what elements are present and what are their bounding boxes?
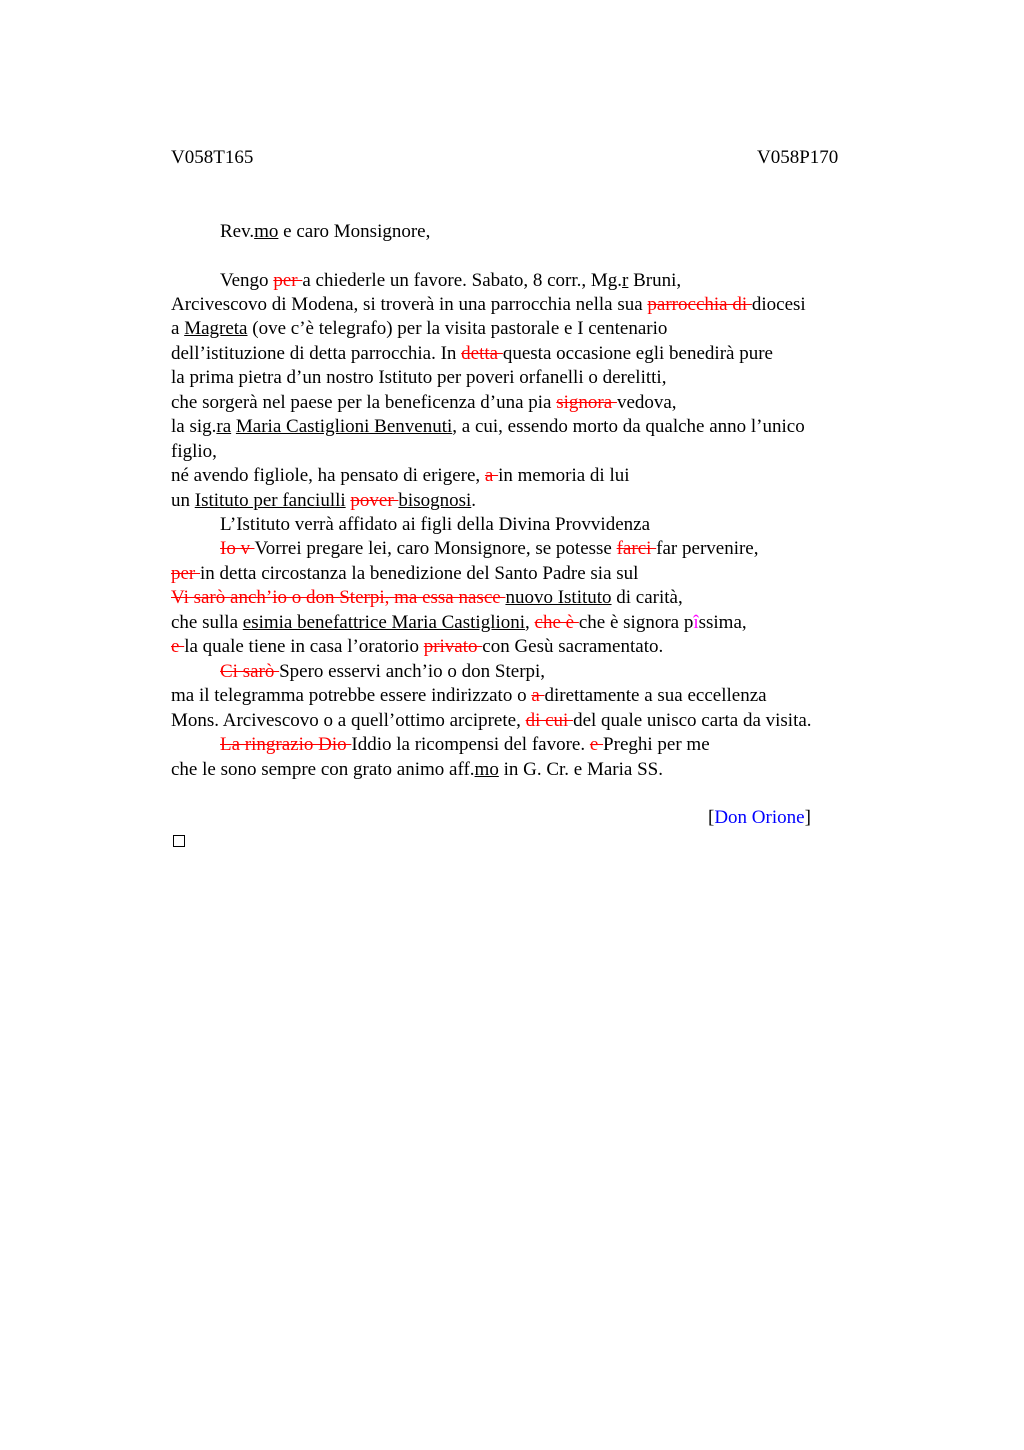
deleted-text: pover: [350, 490, 399, 511]
letter-line: la prima pietra d’un nostro Istituto per poveri orfanelli o derelitti,: [171, 367, 667, 388]
letter-line: la sig.ra Maria Castiglioni Benvenuti, a cui, essendo morto da qualche anno l’unico: [171, 416, 805, 437]
document-code-left: V058T165: [171, 147, 254, 168]
deleted-text: per: [171, 563, 201, 584]
deleted-text: La ringrazio Dio: [220, 734, 352, 755]
deleted-text: che è: [534, 612, 579, 633]
deleted-text: a: [531, 685, 545, 706]
deleted-text: per: [273, 270, 303, 291]
letter-line: a Magreta (ove c’è telegrafo) per la visita pastorale e I centenario: [171, 318, 668, 339]
letter-line: Vengo per a chiederle un favore. Sabato, 8 corr., Mg.r Bruni,: [220, 270, 682, 291]
letter-line: per in detta circostanza la benedizione del Santo Padre sia sul: [171, 563, 639, 584]
letter-line: L’Istituto verrà affidato ai figli della Divina Provvidenza: [220, 514, 651, 535]
letter-line: dell’istituzione di detta parrocchia. In detta questa occasione egli benedirà pure: [171, 343, 773, 364]
letter-line: figlio,: [171, 441, 217, 462]
letter-line: e la quale tiene in casa l’oratorio privato con Gesù sacramentato.: [171, 636, 664, 657]
deleted-text: detta: [461, 343, 503, 364]
signature: [Don Orione]: [708, 807, 811, 828]
letter-line: Mons. Arcivescovo o a quell’ottimo arciprete, di cui del quale unisco carta da visita.: [171, 710, 812, 731]
deleted-text: di cui: [525, 710, 574, 731]
letter-line: né avendo figliole, ha pensato di erigere, a in memoria di lui: [171, 465, 630, 486]
letter-line: che sorgerà nel paese per la beneficenza d’una pia signora vedova,: [171, 392, 677, 413]
deleted-text: a: [484, 465, 499, 486]
letter-line: un Istituto per fanciulli pover bisognosi.: [171, 490, 477, 511]
deleted-text: parrocchia di: [647, 294, 752, 315]
deleted-text: Vi sarò anch’io o don Sterpi, ma essa nasce: [171, 587, 506, 608]
letter-line: Ci sarò Spero esservi anch’io o don Sterpi,: [220, 661, 546, 682]
deleted-text: farci: [616, 538, 657, 559]
letter-line: che le sono sempre con grato animo aff.mo in G. Cr. e Maria SS.: [171, 759, 663, 780]
document-code-right: V058P170: [757, 147, 839, 168]
empty-square-icon: [173, 835, 185, 847]
letter-line: che sulla esimia benefattrice Maria Castiglioni, che è che è signora pîssima,: [171, 612, 747, 633]
letter-line: La ringrazio Dio Iddio la ricompensi del favore. e Preghi per me: [220, 734, 710, 755]
deleted-text: privato: [423, 636, 483, 657]
salutation: Rev.mo e caro Monsignore,: [220, 221, 431, 242]
deleted-text: signora: [556, 392, 617, 413]
deleted-text: Io v: [220, 538, 255, 559]
deleted-text: e: [171, 636, 185, 657]
highlighted-char: î: [693, 612, 699, 633]
deleted-text: e: [589, 734, 604, 755]
letter-line: ma il telegramma potrebbe essere indirizzato o a direttamente a sua eccellenza: [171, 685, 767, 706]
letter-line: Vi sarò anch’io o don Sterpi, ma essa nasce nuovo Istituto di carità,: [171, 587, 683, 608]
deleted-text: Ci sarò: [220, 661, 280, 682]
letter-line: Io v Vorrei pregare lei, caro Monsignore, se potesse farci far pervenire,: [220, 538, 759, 559]
signature-name: Don Orione: [714, 807, 805, 828]
letter-line: Arcivescovo di Modena, si troverà in una parrocchia nella sua parrocchia di diocesi: [171, 294, 806, 315]
